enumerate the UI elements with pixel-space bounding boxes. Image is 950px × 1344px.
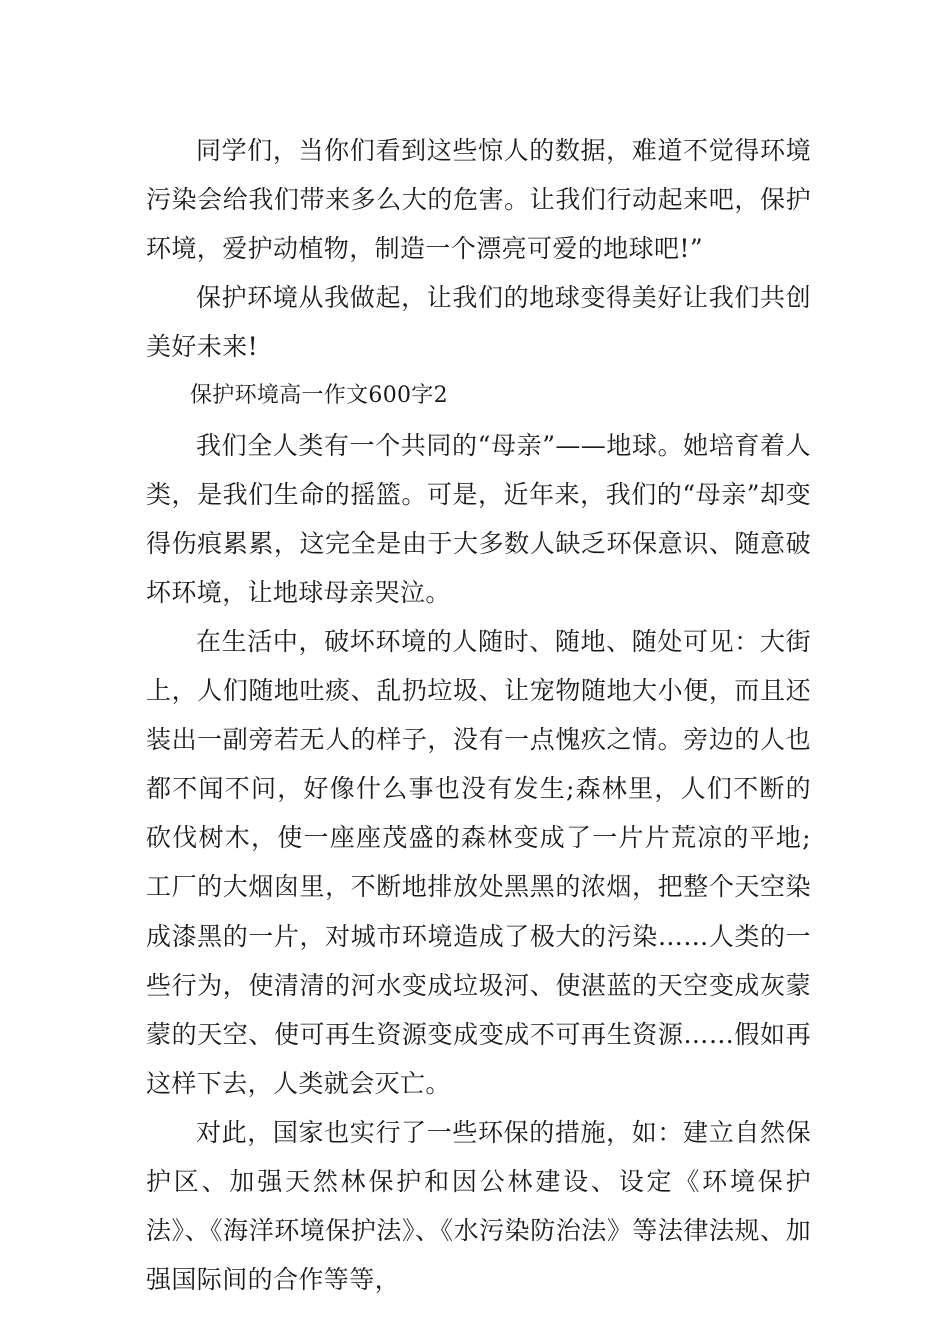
section-title: 保护环境高一作文600字2 [190, 383, 448, 409]
paragraph-mother-earth: 我们全人类有一个共同的“母亲”——地球。她培育着人类，是我们生命的摇篮。可是，近年来，我们的“母亲”却变得伤痕累累，这完全是由于大多数人缺乏环保意识、随意破坏环境，让地球母亲哭泣。 [146, 430, 811, 607]
document-body [146, 126, 811, 1304]
paragraph-environment-harm: 同学们，当你们看到这些惊人的数据，难道不觉得环境污染会给我们带来多么大的危害。让我们行动起来吧，保护环境，爱护动植物，制造一个漂亮可爱的地球吧!” [146, 136, 811, 264]
paragraph-national-measures: 对此，国家也实行了一些环保的措施，如：建立自然保护区、加强天然林保护和因公林建设、设定《环境保护法》、《海洋环境保护法》、《水污染防治法》等法律法规、加强国际间的合作等等， [146, 1117, 811, 1295]
paragraph-destruction-examples: 在生活中，破坏环境的人随时、随地、随处可见：大街上，人们随地吐痰、乱扔垃圾、让宠物随地大小便，而且还装出一副旁若无人的样子，没有一点愧疚之情。旁边的人也都不闻不问，好像什么事也没有发生;森林里，人们不断的砍伐树木，使一座座茂盛的森林变成了一片片荒凉的平地;工厂的大烟囱里，不断地排放处黑黑的浓烟，把整个天空染成漆黑的一片，对城市环境造成了极大的污染……人类的一些行为，使清清的河水变成垃圾河、使湛蓝的天空变成灰蒙蒙的天空、使可再生资源变成变成不可再生资源……假如再这样下去，人类就会灭亡。 [146, 626, 811, 1098]
paragraph-start-from-me: 保护环境从我做起，让我们的地球变得美好让我们共创美好未来! [146, 283, 811, 362]
